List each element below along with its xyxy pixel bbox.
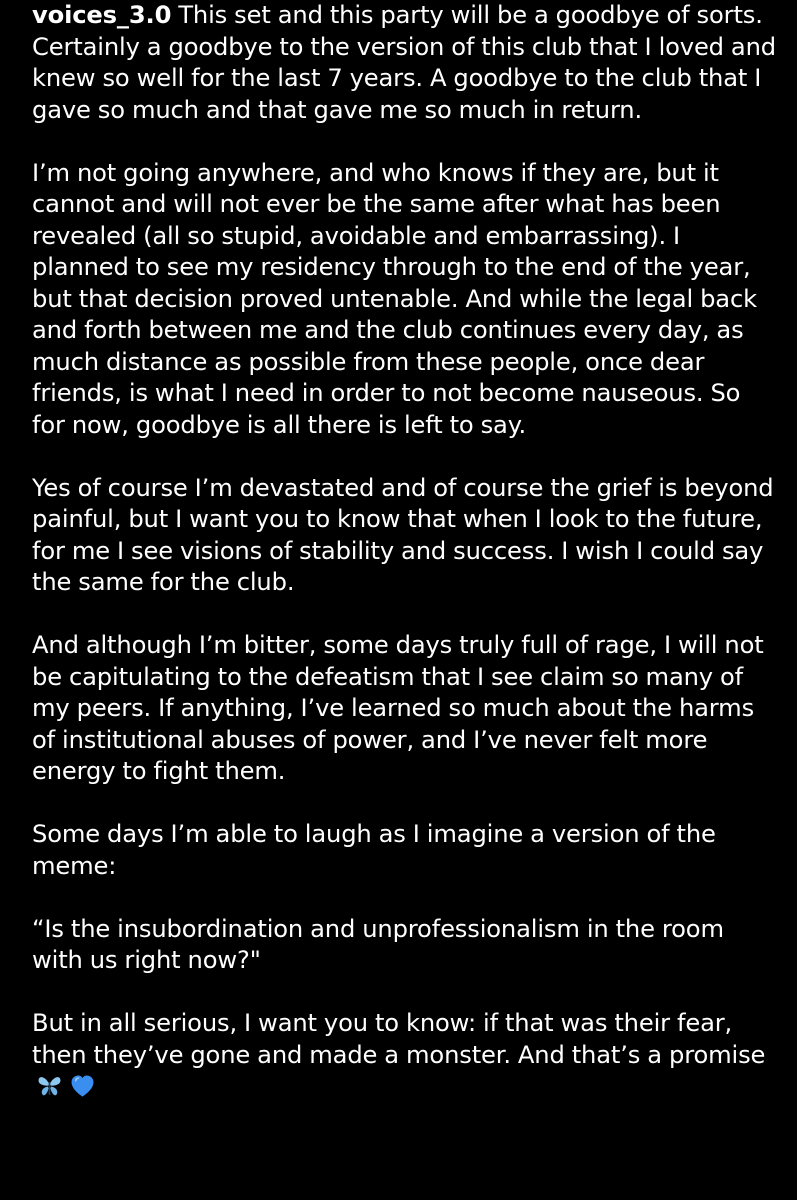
caption-paragraph-5: Some days I’m able to laugh as I imagine a version of the meme:	[32, 820, 716, 880]
caption-paragraph-3: Yes of course I’m devastated and of course the grief is beyond painful, but I want you to know that when I look to the future, for me I see visions of stability and success. I wish I could say the same for the club.	[32, 473, 774, 596]
butterfly-icon	[36, 1073, 63, 1100]
post-caption	[32, 0, 777, 1134]
emoji-group	[36, 1073, 96, 1100]
caption-paragraph-1	[32, 0, 777, 126]
caption-text: But in all serious, I want you to know: if that was their fear, then they’ve gone and made a monster. And that’s a promise	[32, 1009, 766, 1069]
caption-text: This set and this party will be a goodbye of sorts. Certainly a goodbye to the version of this club that I loved and knew so well for the last 7 years. A goodbye to the club that I gave so much and that gave me so much in return.	[32, 1, 776, 124]
username-link[interactable]: voices_3.0	[32, 1, 172, 29]
caption-paragraph-6: “Is the insubordination and unprofessionalism in the room with us right now?"	[32, 914, 724, 974]
caption-paragraph-2: I’m not going anywhere, and who knows if they are, but it cannot and will not ever be the same after what has been revealed (all so stupid, avoidable and embarrassing). I planned to see my residency through to the end of the year, but that decision proved untenable. And while the legal back and forth between me and the club continues every day, as much distance as possible from these people, once dear friends, is what I need in order to not become nauseous. So for now, goodbye is all there is left to say.	[32, 158, 757, 439]
blue-heart-icon	[69, 1073, 96, 1100]
caption-paragraph-4: And although I’m bitter, some days truly full of rage, I will not be capitulating to the defeatism that I see claim so many of my peers. If anything, I’ve learned so much about the harms of institutional abuses of power, and I’ve never felt more energy to fight them.	[32, 631, 764, 785]
caption-paragraph-7	[32, 1008, 777, 1103]
